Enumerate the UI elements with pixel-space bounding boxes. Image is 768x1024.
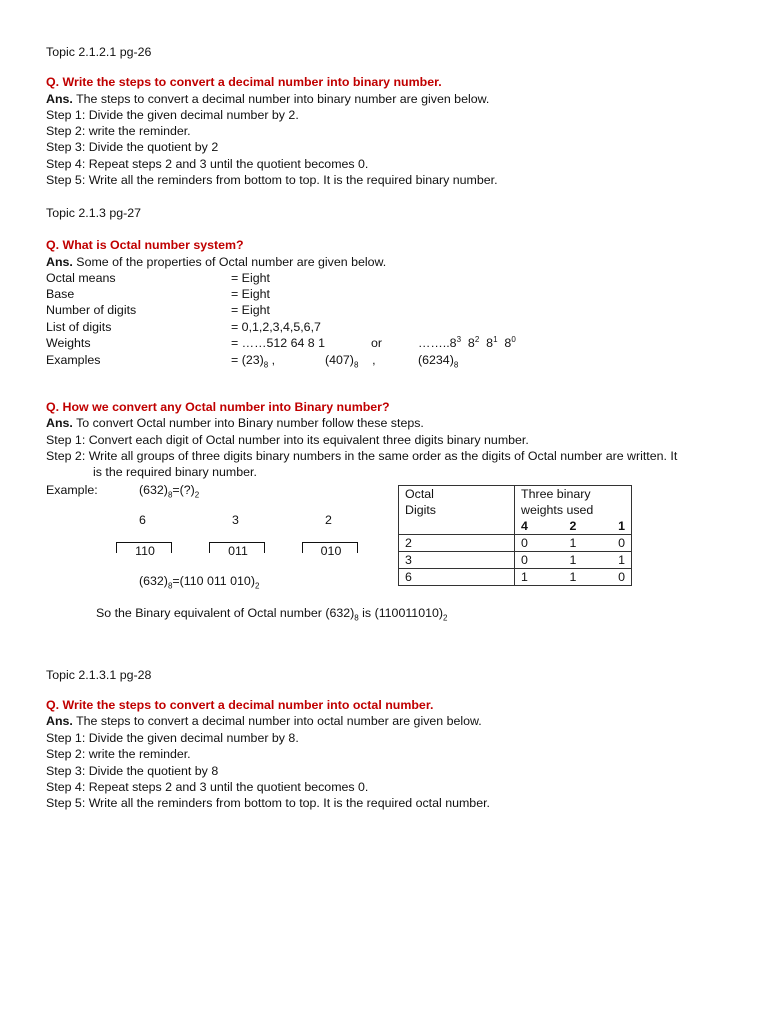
result-base: 8 [167, 581, 173, 591]
bit: 1 [569, 570, 577, 584]
step-5: Step 5: Write all the reminders from bottom to top. It is the required octal number. [46, 796, 490, 810]
answer-text: To convert Octal number into Binary number follow these steps. [72, 416, 424, 430]
power-base: 8 [467, 336, 475, 350]
step-2: Step 2: write the reminder. [46, 747, 191, 761]
power-base: 8 [486, 336, 494, 350]
bit: 0 [521, 553, 528, 567]
table-row [399, 552, 632, 569]
example-number: (23) [241, 353, 264, 367]
binary-group: 011 [228, 544, 248, 558]
weight-value: 1 [618, 519, 625, 533]
step-3: Step 3: Divide the quotient by 2 [46, 140, 219, 154]
answer-label: Ans. [46, 416, 73, 430]
power-exp: 3 [456, 334, 462, 344]
conclusion-base: 8 [354, 613, 359, 623]
answer-text: Some of the properties of Octal number are given below. [72, 255, 387, 269]
example-prefix: = [231, 353, 242, 367]
answer-label: Ans. [46, 92, 73, 106]
weight-value: 2 [569, 519, 577, 533]
weights-or: or [371, 336, 383, 350]
topic-heading-1: Topic 2.1.2.1 pg-26 [46, 45, 152, 59]
expr-number: (632) [139, 483, 168, 497]
prop-label: Base [46, 287, 75, 301]
conclusion-text: is (110011010) [358, 606, 443, 620]
result-number: (632) [139, 574, 168, 588]
octal-step-2-cont: is the required binary number. [93, 465, 257, 479]
example-expression [139, 482, 199, 498]
example-number: (6234) [418, 353, 454, 367]
header-text: weights used [521, 503, 594, 517]
bit: 0 [618, 536, 625, 550]
prop-value: = Eight [231, 287, 270, 301]
answer-label: Ans. [46, 255, 73, 269]
weight-value: 4 [521, 519, 528, 533]
octal-digit-cell: 3 [399, 552, 515, 569]
octal-digit: 2 [325, 513, 332, 527]
answer-3 [46, 415, 424, 431]
prop-label: Number of digits [46, 303, 137, 317]
result-base: 2 [254, 581, 260, 591]
example-number: (407) [325, 353, 354, 367]
octal-digit: 6 [139, 513, 146, 527]
weights-value: = ……512 64 8 1 [231, 336, 326, 350]
examples-label: Examples [46, 353, 101, 367]
table-row [399, 535, 632, 552]
power-exp: 2 [474, 334, 480, 344]
conclusion-text: So the Binary equivalent of Octal number (632) [96, 606, 355, 620]
step-3: Step 3: Divide the quotient by 8 [46, 764, 219, 778]
question-1: Q. Write the steps to convert a decimal number into binary number. [46, 75, 442, 89]
weights-dots: …….. [418, 336, 450, 350]
power-base: 8 [504, 336, 512, 350]
example-1 [231, 352, 275, 368]
expr-base: 2 [194, 490, 200, 500]
step-1: Step 1: Divide the given decimal number by 8. [46, 731, 299, 745]
question-2: Q. What is Octal number system? [46, 238, 244, 252]
answer-2 [46, 254, 386, 270]
weights-label: Weights [46, 336, 91, 350]
answer-1 [46, 91, 489, 107]
step-5: Step 5: Write all the reminders from bottom to top. It is the required binary number. [46, 173, 498, 187]
topic-heading-4: Topic 2.1.3.1 pg-28 [46, 668, 152, 682]
bit: 1 [521, 570, 528, 584]
power-base: 8 [449, 336, 457, 350]
example-separator: , [268, 353, 276, 367]
weights-powers [418, 335, 516, 351]
step-4: Step 4: Repeat steps 2 and 3 until the quotient becomes 0. [46, 157, 369, 171]
header-text: Three binary [521, 487, 591, 501]
question-3: Q. How we convert any Octal number into Binary number? [46, 400, 390, 414]
result-binary: =(110 011 010) [172, 574, 255, 588]
answer-label: Ans. [46, 714, 73, 728]
conclusion [96, 605, 447, 621]
header-text: Octal [405, 487, 434, 501]
example-2 [325, 352, 376, 368]
octal-digit: 3 [232, 513, 239, 527]
bit: 0 [618, 570, 625, 584]
example-base: 8 [453, 360, 459, 370]
step-2: Step 2: write the reminder. [46, 124, 191, 138]
bit: 1 [569, 536, 577, 550]
octal-binary-table [398, 485, 632, 586]
prop-label: Octal means [46, 271, 116, 285]
answer-text: The steps to convert a decimal number into binary number are given below. [72, 92, 490, 106]
header-text: Digits [405, 503, 436, 517]
step-4: Step 4: Repeat steps 2 and 3 until the quotient becomes 0. [46, 780, 369, 794]
octal-step-2: Step 2: Write all groups of three digits binary numbers in the same order as the digits of Octal number are written. It [46, 449, 678, 463]
bits-cell [515, 552, 632, 569]
power-exp: 1 [493, 334, 498, 344]
prop-value: = Eight [231, 271, 270, 285]
octal-step-1: Step 1: Convert each digit of Octal number into its equivalent three digits binary number. [46, 433, 529, 447]
bit: 1 [618, 553, 625, 567]
bits-cell [515, 535, 632, 552]
example-separator: , [368, 353, 376, 367]
conclusion-base: 2 [443, 613, 448, 623]
bits-cell [515, 569, 632, 586]
prop-value: = 0,1,2,3,4,5,6,7 [231, 320, 321, 334]
example-base: 8 [263, 360, 269, 370]
weights-row [521, 518, 625, 534]
octal-digit-cell: 6 [399, 569, 515, 586]
power-exp: 0 [511, 334, 516, 344]
table-header-row [399, 486, 632, 535]
topic-heading-2: Topic 2.1.3 pg-27 [46, 206, 142, 220]
result-expression [139, 573, 259, 589]
expr-base: 8 [167, 490, 173, 500]
prop-label: List of digits [46, 320, 112, 334]
example-base: 8 [353, 360, 359, 370]
header-octal-digits [399, 486, 515, 535]
octal-digit-cell: 2 [399, 535, 515, 552]
table-row [399, 569, 632, 586]
bit: 1 [569, 553, 577, 567]
expr-mid: =(?) [172, 483, 195, 497]
step-1: Step 1: Divide the given decimal number by 2. [46, 108, 299, 122]
example-3 [418, 352, 458, 368]
binary-group: 110 [135, 544, 155, 558]
prop-value: = Eight [231, 303, 270, 317]
header-three-binary [515, 486, 632, 535]
question-4: Q. Write the steps to convert a decimal number into octal number. [46, 698, 434, 712]
example-label: Example: [46, 483, 98, 497]
answer-4 [46, 713, 482, 729]
answer-text: The steps to convert a decimal number into octal number are given below. [72, 714, 482, 728]
bit: 0 [521, 536, 528, 550]
binary-group: 010 [320, 544, 342, 558]
